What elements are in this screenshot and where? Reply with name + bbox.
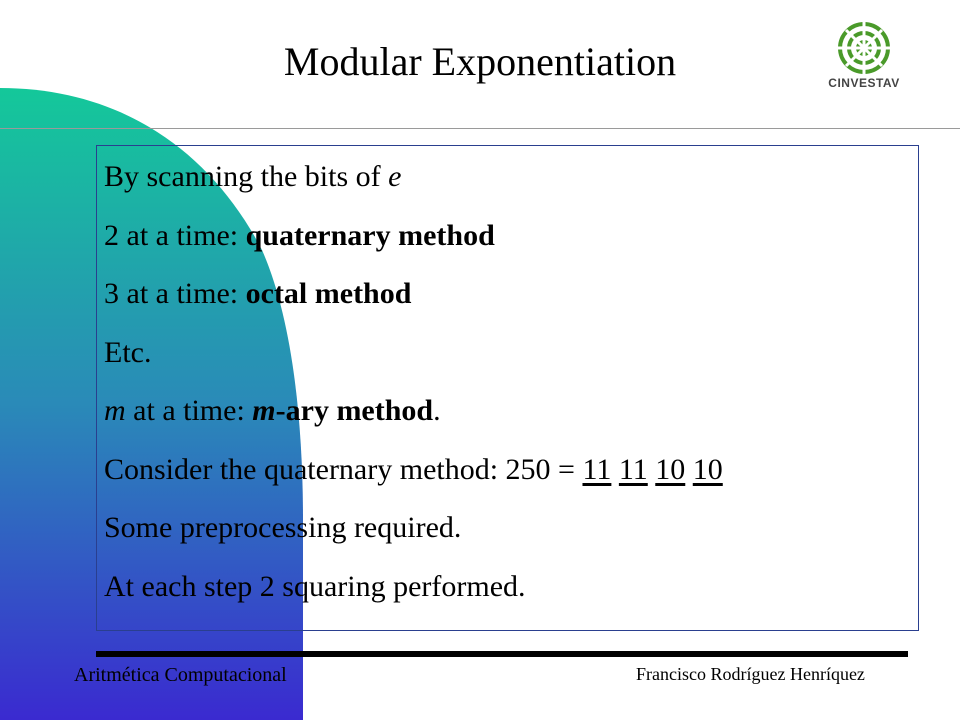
method-name: quaternary method <box>245 218 495 252</box>
method-name: octal method <box>245 277 412 310</box>
line-scanning <box>104 155 914 214</box>
text: . <box>433 394 441 427</box>
variable-m: m <box>252 394 276 427</box>
digit-pair: 10 <box>692 452 723 486</box>
line-quaternary <box>104 214 914 273</box>
digit-pair: 11 <box>618 452 648 486</box>
text: at a time: <box>125 394 253 427</box>
line-m-ary <box>104 389 914 448</box>
digit-pair: 11 <box>582 452 612 486</box>
variable-m: m <box>104 394 126 427</box>
cinvestav-logo-icon <box>818 18 910 78</box>
line-preprocessing <box>104 506 914 565</box>
line-octal <box>104 272 914 331</box>
method-name: -ary method <box>275 394 434 427</box>
text: Etc. <box>104 335 152 369</box>
text: Some preprocessing required. <box>104 511 462 544</box>
footer-course: Aritmética Computacional <box>74 664 287 686</box>
logo-text: CINVESTAV <box>828 76 900 90</box>
text: At each step 2 squaring performed. <box>104 569 526 603</box>
slide-title: Modular Exponentiation <box>283 39 677 84</box>
text: By scanning the bits of <box>104 160 389 193</box>
bottom-divider <box>96 651 908 657</box>
digit-pair: 10 <box>655 452 686 486</box>
line-etc <box>104 331 914 390</box>
space <box>611 453 619 486</box>
text: Consider the quaternary method: 250 = <box>104 452 583 486</box>
cinvestav-logo <box>818 18 910 100</box>
bullet-list <box>104 155 914 623</box>
text: 3 at a time: <box>104 277 246 310</box>
space <box>685 453 693 486</box>
text: 2 at a time: <box>104 218 246 252</box>
variable-e: e <box>388 160 402 193</box>
line-squaring <box>104 565 914 624</box>
footer-author: Francisco Rodríguez Henríquez <box>636 664 865 684</box>
line-consider <box>104 448 914 507</box>
top-divider <box>0 128 960 129</box>
